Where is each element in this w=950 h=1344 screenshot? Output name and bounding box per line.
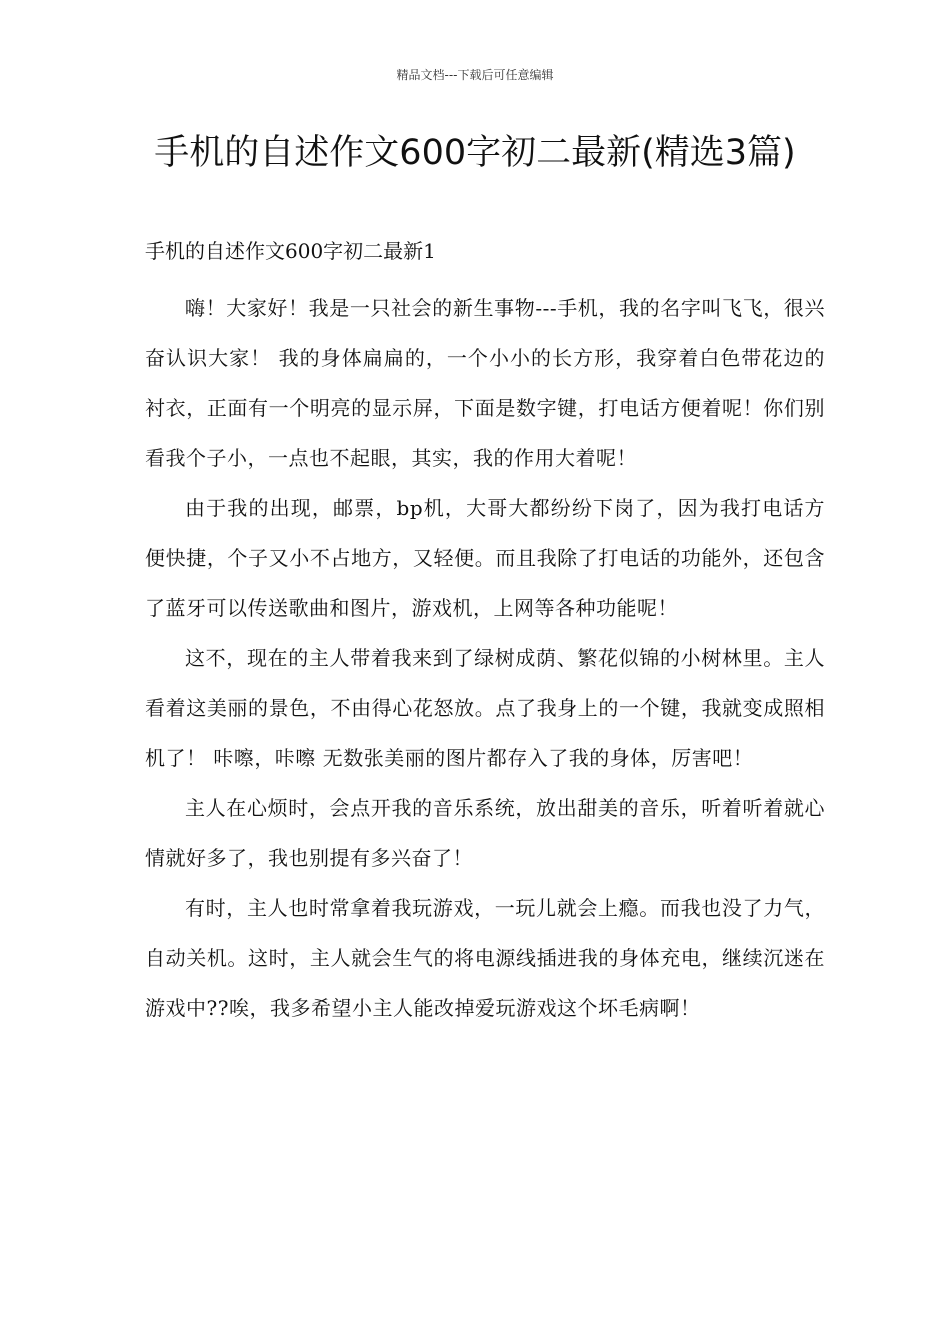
header-note: 精品文档---下载后可任意编辑 xyxy=(396,68,554,82)
paragraph: 这不，现在的主人带着我来到了绿树成荫、繁花似锦的小树林里。主人看着这美丽的景色，不由得心花怒放。点了我身上的一个键，我就变成照相机了！ 咔嚓，咔嚓 无数张美丽的图片都存入了我的身体，厉害吧！ xyxy=(145,646,825,770)
paragraph: 主人在心烦时，会点开我的音乐系统，放出甜美的音乐，听着听着就心情就好多了，我也别提有多兴奋了！ xyxy=(145,796,825,870)
paragraph: 嗨！大家好！我是一只社会的新生事物---手机，我的名字叫飞飞，很兴奋认识大家！ 我的身体扁扁的，一个小小的长方形，我穿着白色带花边的衬衣，正面有一个明亮的显示屏，下面是数字键，打电话方便着呢！你们别看我个子小，一点也不起眼，其实，我的作用大着呢！ xyxy=(145,296,825,470)
paragraph: 有时，主人也时常拿着我玩游戏，一玩儿就会上瘾。而我也没了力气，自动关机。这时，主人就会生气的将电源线插进我的身体充电，继续沉迷在游戏中??唉，我多希望小主人能改掉爱玩游戏这个坏毛病啊！ xyxy=(145,896,825,1020)
document-title: 手机的自述作文600字初二最新(精选3篇) xyxy=(154,133,796,173)
section-subtitle: 手机的自述作文600字初二最新1 xyxy=(145,239,436,263)
paragraph: 由于我的出现，邮票，bp机，大哥大都纷纷下岗了，因为我打电话方便快捷，个子又小不占地方，又轻便。而且我除了打电话的功能外，还包含了蓝牙可以传送歌曲和图片，游戏机，上网等各种功能呢！ xyxy=(145,496,825,620)
document-body xyxy=(145,283,825,1033)
